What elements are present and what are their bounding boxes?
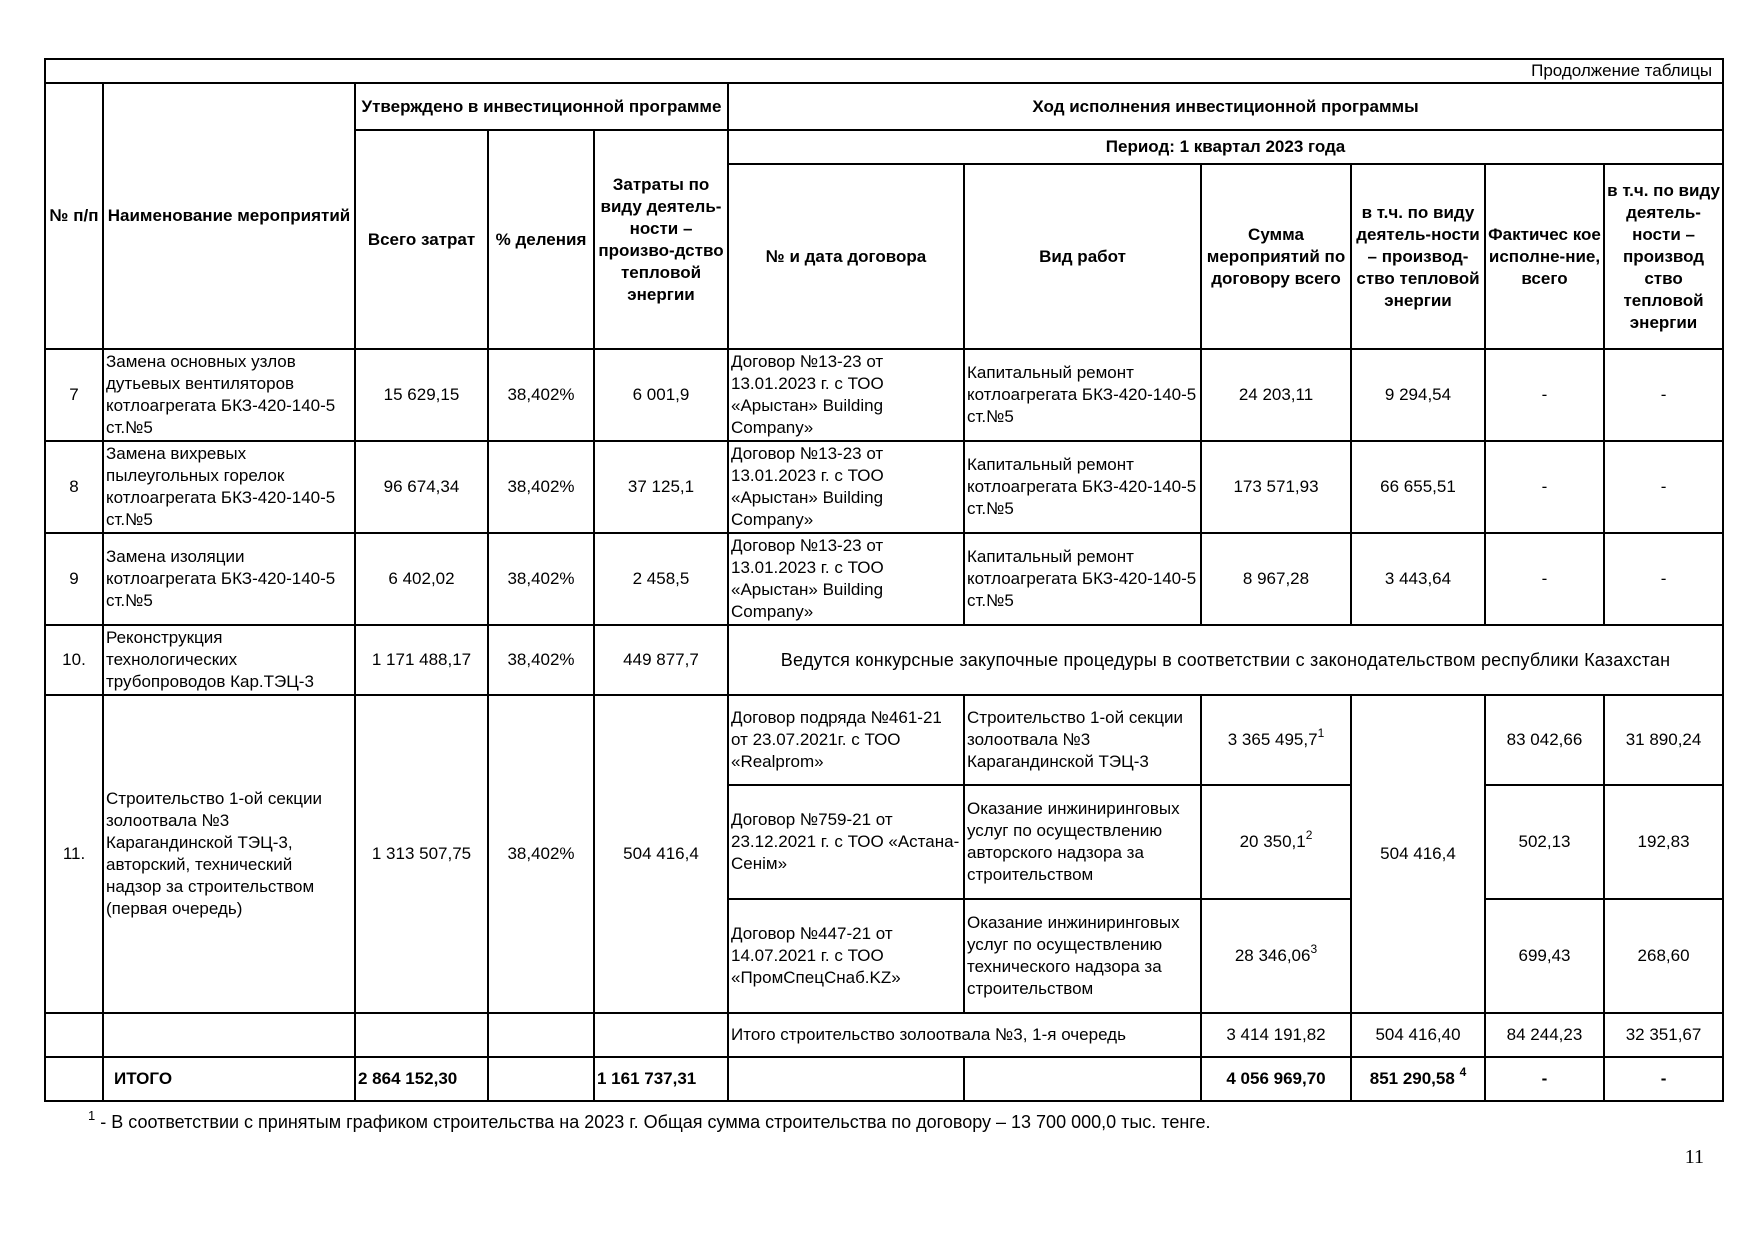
row-contract: Договор №447-21 от 14.07.2021 г. с ТОО «ПромСпецСнаб.KZ» [728, 899, 964, 1013]
continuation-label: Продолжение таблицы [45, 59, 1723, 83]
row-sum [1201, 695, 1351, 785]
table-row [45, 625, 1723, 695]
row-actual: - [1485, 441, 1604, 533]
row-sum-heat: 504 416,4 [1351, 695, 1485, 1013]
row-total: 1 313 507,75 [355, 695, 488, 1013]
footnote-mark: 1 [88, 1108, 96, 1123]
header-total-cost: Всего затрат [355, 130, 488, 349]
row-work: Капитальный ремонт котлоагрегата БКЗ-420-140-5 ст.№5 [964, 441, 1201, 533]
row-num: 7 [45, 349, 103, 441]
header-num: № п/п [45, 83, 103, 349]
subtotal-row [45, 1013, 1723, 1057]
total-actual: - [1485, 1057, 1604, 1101]
header-name: Наименование мероприятий [103, 83, 355, 349]
row-percent: 38,402% [488, 695, 594, 1013]
row-sum: 173 571,93 [1201, 441, 1351, 533]
subtotal-actual-heat: 32 351,67 [1604, 1013, 1723, 1057]
header-contract-sum: Сумма мероприятий по договору всего [1201, 164, 1351, 349]
row-name: Строительство 1-ой секции золоотвала №3 Карагандинской ТЭЦ-3, авторский, технический надзор за строительством (первая очередь) [103, 695, 355, 1013]
row-percent: 38,402% [488, 533, 594, 625]
row-heat: 37 125,1 [594, 441, 728, 533]
row-num: 11. [45, 695, 103, 1013]
procurement-note: Ведутся конкурсные закупочные процедуры в соответствии с законодательством республики Казахстан [728, 625, 1723, 695]
header-percent: % деления [488, 130, 594, 349]
row-percent: 38,402% [488, 349, 594, 441]
row-actual-heat: 192,83 [1604, 785, 1723, 899]
row-total: 96 674,34 [355, 441, 488, 533]
row-heat: 2 458,5 [594, 533, 728, 625]
header-actual-heat: в т.ч. по виду деятель-ности – производ ство тепловой энергии [1604, 164, 1723, 349]
header-work-type: Вид работ [964, 164, 1201, 349]
row-actual: - [1485, 349, 1604, 441]
footnote-ref: 4 [1459, 1065, 1467, 1080]
row-contract: Договор №759-21 от 23.12.2021 г. с ТОО «Астана-Сенім» [728, 785, 964, 899]
row-name: Замена изоляции котлоагрегата БКЗ-420-140-5 ст.№5 [103, 533, 355, 625]
row-actual-heat: - [1604, 533, 1723, 625]
table-row [45, 349, 1723, 441]
row-num: 8 [45, 441, 103, 533]
total-sum-heat [1351, 1057, 1485, 1101]
row-name: Замена основных узлов дутьевых вентиляторов котлоагрегата БКЗ-420-140-5 ст.№5 [103, 349, 355, 441]
header-contract: № и дата договора [728, 164, 964, 349]
header-approved: Утверждено в инвестиционной программе [355, 83, 728, 130]
table-row [45, 441, 1723, 533]
total-sum-heat-value: 851 290,58 [1369, 1069, 1455, 1088]
row-total: 1 171 488,17 [355, 625, 488, 695]
total-heat: 1 161 737,31 [594, 1057, 728, 1101]
footnote [88, 1108, 1211, 1133]
row-total: 6 402,02 [355, 533, 488, 625]
table-row [45, 695, 1723, 785]
row-work: Капитальный ремонт котлоагрегата БКЗ-420-140-5 ст.№5 [964, 533, 1201, 625]
row-name: Реконструкция технологических трубопроводов Кар.ТЭЦ-3 [103, 625, 355, 695]
footnote-ref: 1 [1317, 726, 1325, 741]
row-sum: 24 203,11 [1201, 349, 1351, 441]
investment-program-table [44, 58, 1724, 1102]
header-period: Период: 1 квартал 2023 года [728, 130, 1723, 164]
row-contract: Договор подряда №461-21 от 23.07.2021г. с ТОО «Realprom» [728, 695, 964, 785]
footnote-ref: 3 [1310, 942, 1318, 957]
header-incl-heat: в т.ч. по виду деятель-ности – производ-ство тепловой энергии [1351, 164, 1485, 349]
row-actual-heat: - [1604, 441, 1723, 533]
row-actual-heat: - [1604, 349, 1723, 441]
row-sum-value: 20 350,1 [1239, 832, 1306, 851]
row-percent: 38,402% [488, 625, 594, 695]
row-sum-value: 28 346,06 [1234, 946, 1311, 965]
total-total: 2 864 152,30 [355, 1057, 488, 1101]
header-costs-heat: Затраты по виду деятель-ности – произво-дство тепловой энергии [594, 130, 728, 349]
subtotal-sum-heat: 504 416,40 [1351, 1013, 1485, 1057]
row-actual-heat: 268,60 [1604, 899, 1723, 1013]
row-sum-heat: 3 443,64 [1351, 533, 1485, 625]
page-number: 11 [1684, 1146, 1704, 1168]
row-percent: 38,402% [488, 441, 594, 533]
row-work: Капитальный ремонт котлоагрегата БКЗ-420-140-5 ст.№5 [964, 349, 1201, 441]
row-actual: 502,13 [1485, 785, 1604, 899]
row-total: 15 629,15 [355, 349, 488, 441]
row-name: Замена вихревых пылеугольных горелок котлоагрегата БКЗ-420-140-5 ст.№5 [103, 441, 355, 533]
row-work: Оказание инжиниринговых услуг по осуществлению авторского надзора за строительством [964, 785, 1201, 899]
row-sum-value: 3 365 495,7 [1227, 730, 1318, 749]
total-row [45, 1057, 1723, 1101]
subtotal-actual: 84 244,23 [1485, 1013, 1604, 1057]
row-contract: Договор №13-23 от 13.01.2023 г. с ТОО «Арыстан» Building Company» [728, 533, 964, 625]
row-actual: - [1485, 533, 1604, 625]
row-sum-heat: 9 294,54 [1351, 349, 1485, 441]
header-progress: Ход исполнения инвестиционной программы [728, 83, 1723, 130]
subtotal-sum: 3 414 191,82 [1201, 1013, 1351, 1057]
row-contract: Договор №13-23 от 13.01.2023 г. с ТОО «Арыстан» Building Company» [728, 441, 964, 533]
footnote-text: - В соответствии с принятым графиком строительства на 2023 г. Общая сумма строительства по договору – 13 700 000,0 тыс. тенге. [100, 1112, 1211, 1132]
row-heat: 6 001,9 [594, 349, 728, 441]
row-actual: 699,43 [1485, 899, 1604, 1013]
row-num: 9 [45, 533, 103, 625]
row-actual: 83 042,66 [1485, 695, 1604, 785]
row-actual-heat: 31 890,24 [1604, 695, 1723, 785]
row-sum: 8 967,28 [1201, 533, 1351, 625]
row-contract: Договор №13-23 от 13.01.2023 г. с ТОО «Арыстан» Building Company» [728, 349, 964, 441]
total-label: ИТОГО [103, 1057, 355, 1101]
total-sum: 4 056 969,70 [1201, 1057, 1351, 1101]
row-work: Оказание инжиниринговых услуг по осуществлению технического надзора за строительством [964, 899, 1201, 1013]
row-heat: 504 416,4 [594, 695, 728, 1013]
row-heat: 449 877,7 [594, 625, 728, 695]
table-row [45, 533, 1723, 625]
header-actual: Фактичес кое исполне-ние, всего [1485, 164, 1604, 349]
total-actual-heat: - [1604, 1057, 1723, 1101]
subtotal-label: Итого строительство золоотвала №3, 1-я очередь [728, 1013, 1201, 1057]
row-sum-heat: 66 655,51 [1351, 441, 1485, 533]
row-num: 10. [45, 625, 103, 695]
row-sum [1201, 785, 1351, 899]
footnote-ref: 2 [1305, 828, 1313, 843]
row-sum [1201, 899, 1351, 1013]
row-work: Строительство 1-ой секции золоотвала №3 Карагандинской ТЭЦ-3 [964, 695, 1201, 785]
